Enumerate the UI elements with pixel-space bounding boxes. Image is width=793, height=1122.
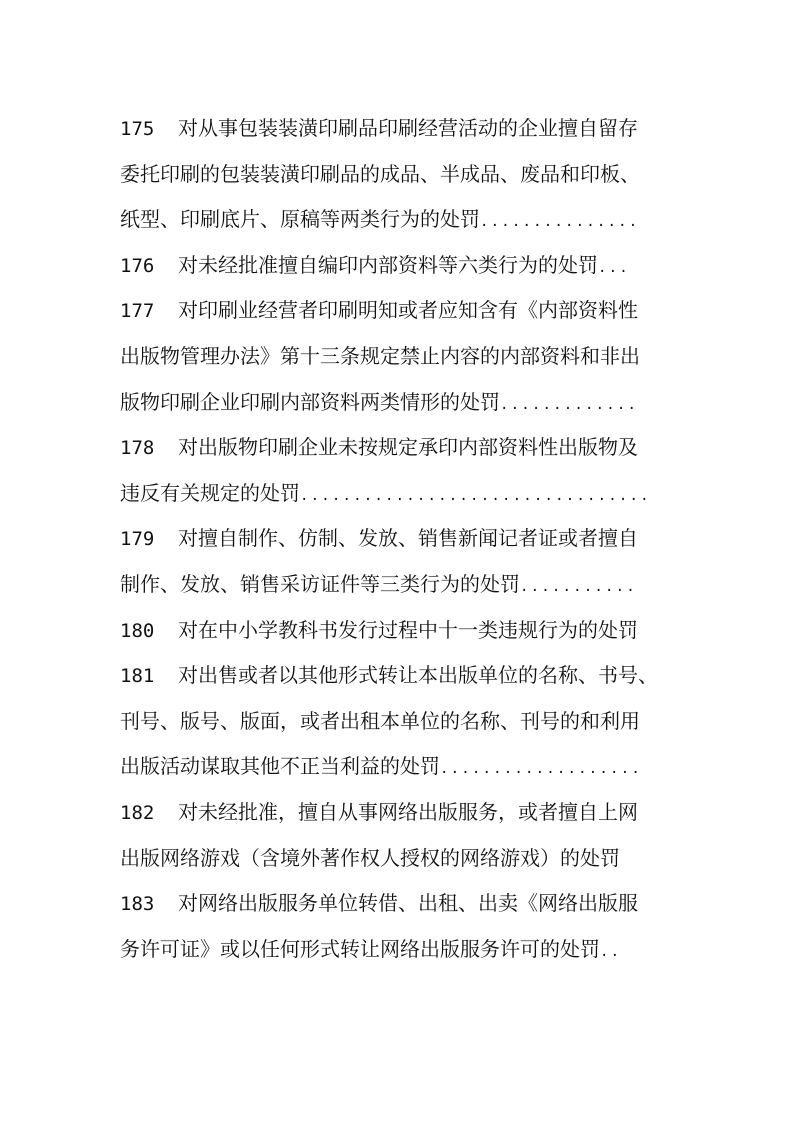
- toc-entry-text: 出版物管理办法》第十三条规定禁止内容的内部资料和非出: [120, 343, 640, 368]
- toc-dot-leader: ...............: [480, 214, 640, 231]
- toc-entry-text: 违反有关规定的处罚: [120, 480, 300, 505]
- toc-entry-178-line-2: [120, 471, 680, 517]
- toc-entry-182-line-2: [120, 836, 680, 882]
- toc-entry-text: 出版活动谋取其他不正当利益的处罚: [120, 754, 440, 779]
- toc-entry-175-line-2: [120, 152, 680, 198]
- toc-entry-text: 对未经批准，擅自从事网络出版服务，或者擅自上网: [178, 799, 638, 824]
- toc-entry-number: 181: [120, 665, 155, 688]
- toc-dot-leader: ...: [598, 259, 630, 276]
- toc-entry-text: 务许可证》或以任何形式转让网络出版服务许可的处罚: [120, 936, 600, 961]
- toc-entry-number: 176: [120, 254, 155, 277]
- toc-entry-183-line-1: [120, 881, 680, 927]
- toc-dot-leader: .................................: [300, 487, 651, 504]
- toc-entry-number: 177: [120, 300, 155, 323]
- toc-entry-text: 对印刷业经营者印刷明知或者应知含有《内部资料性: [178, 298, 638, 323]
- toc-entry-175-line-1: [120, 106, 680, 152]
- toc-entry-number: 175: [120, 118, 155, 140]
- toc-entry-text: 对网络出版服务单位转借、出租、出卖《网络出版服: [178, 891, 638, 916]
- toc-entry-178-line-1: [120, 425, 680, 471]
- toc-entry-text: 版物印刷企业印刷内部资料两类情形的处罚: [120, 389, 500, 414]
- toc-dot-leader: .............: [500, 396, 639, 413]
- toc-entry-number: 180: [120, 619, 155, 642]
- toc-entry-text: 制作、发放、销售采访证件等三类行为的处罚: [120, 571, 520, 596]
- toc-dot-leader: ..: [600, 943, 622, 960]
- toc-entry-text: 出版网络游戏（含境外著作权人授权的网络游戏）的处罚: [120, 845, 620, 870]
- toc-entry-183-line-2: [120, 927, 680, 973]
- toc-entry-181-line-2: [120, 699, 680, 745]
- toc-entry-181-line-3: [120, 744, 680, 790]
- toc-dot-leader: ...................: [440, 761, 642, 778]
- toc-entry-number: 182: [120, 801, 155, 824]
- toc-entry-177-line-2: [120, 334, 680, 380]
- toc-entry-text: 刊号、版号、版面，或者出租本单位的名称、刊号的和利用: [120, 708, 640, 733]
- toc-entry-text: 对在中小学教科书发行过程中十一类违规行为的处罚: [178, 617, 638, 642]
- toc-dot-leader: ...........: [520, 578, 637, 595]
- toc-entry-181-line-1: [120, 653, 680, 699]
- toc-entry-text: 纸型、印刷底片、原稿等两类行为的处罚: [120, 207, 480, 232]
- toc-entry-number: 179: [120, 528, 155, 551]
- toc-entry-177-line-1: [120, 288, 680, 334]
- toc-entry-179-line-2: [120, 562, 680, 608]
- toc-entry-text: 对从事包装装潢印刷品印刷经营活动的企业擅自留存: [178, 116, 638, 140]
- toc-entry-number: 183: [120, 893, 155, 916]
- toc-entry-177-line-3: [120, 380, 680, 426]
- toc-entry-176-line-1: [120, 243, 680, 289]
- toc-entry-text: 委托印刷的包装装潢印刷品的成品、半成品、废品和印板、: [120, 161, 640, 186]
- toc-entry-175-line-3: [120, 197, 680, 243]
- table-of-contents: [120, 106, 680, 972]
- toc-entry-180-line-1: [120, 608, 680, 654]
- toc-entry-text: 对未经批准擅自编印内部资料等六类行为的处罚: [178, 252, 598, 277]
- toc-entry-182-line-1: [120, 790, 680, 836]
- toc-entry-text: 对出版物印刷企业未按规定承印内部资料性出版物及: [178, 435, 638, 460]
- toc-entry-number: 178: [120, 437, 155, 460]
- toc-entry-text: 对擅自制作、仿制、发放、销售新闻记者证或者擅自: [178, 526, 638, 551]
- toc-entry-179-line-1: [120, 516, 680, 562]
- toc-entry-text: 对出售或者以其他形式转让本出版单位的名称、书号、: [178, 663, 658, 688]
